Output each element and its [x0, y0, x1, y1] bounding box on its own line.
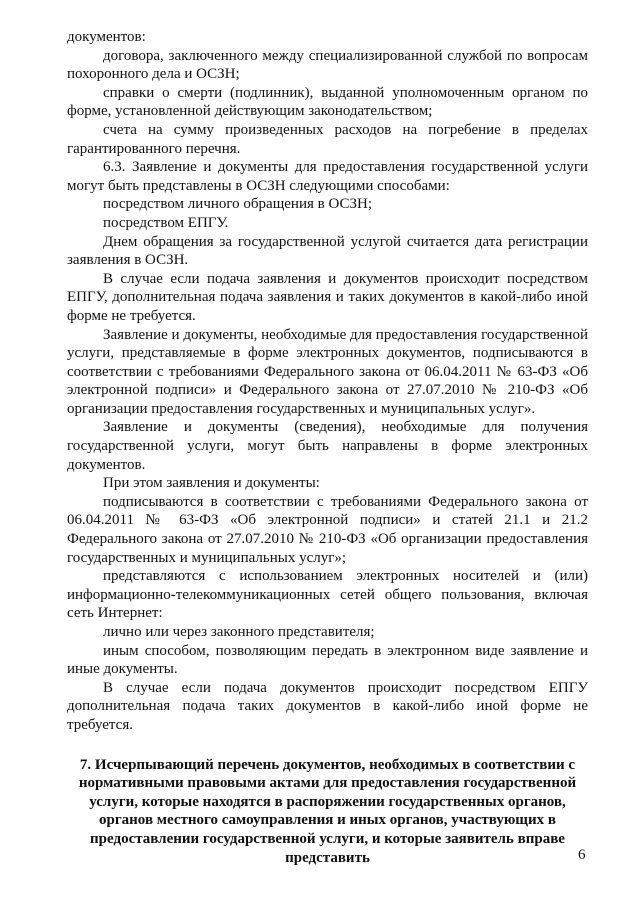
- paragraph-16: иным способом, позволяющим передать в электронном виде заявление и иные документы.: [67, 642, 588, 678]
- paragraph-9: В случае если подача заявления и документов происходит посредством ЕПГУ, дополнительная подача заявления и таких документов в какой-либо иной форме не требуется.: [67, 270, 588, 324]
- paragraph-8: Днем обращения за государственной услугой считается дата регистрации заявления в ОСЗН.: [67, 233, 588, 269]
- paragraph-5: 6.3. Заявление и документы для предоставления государственной услуги могут быть представлены в ОСЗН следующими способами:: [67, 159, 588, 194]
- paragraph-14: представляются с использованием электронных носителей и (или) информационно-телекоммуникационных сетей общего пользования, включая сеть Интернет:: [67, 568, 588, 622]
- paragraph-15: лично или через законного представителя;: [103, 624, 375, 640]
- document-page: [67, 28, 588, 867]
- paragraph-10: Заявление и документы, необходимые для предоставления государственной услуги, представляемые в форме электронных документов, подписываются в соответствии с требованиями Федерального закона от 06.04.2011 № 63-ФЗ «Об электронной подписи» и Федерального закона от 27.07.2010 № 210-ФЗ «Об организации предоставления государственных и муниципальных услуг».: [67, 326, 588, 417]
- section-heading: 7. Исчерпывающий перечень документов, необходимых в соответствии с нормативными правовыми актами для предоставления государственной услуги, которые находятся в распоряжении государственных органов, органов местного самоуправления и иных органов, участвующих в предоставлении государственной услуги, и которые заявитель вправе представить: [78, 756, 577, 866]
- page-number: 6: [578, 847, 586, 863]
- paragraph-13: подписываются в соответствии с требованиями Федерального закона от 06.04.2011 № 63-ФЗ «Об электронной подписи» и статей 21.1 и 21.2 Федерального закона от 27.07.2010 № 210-ФЗ «Об организации предоставления государственных и муниципальных услуг»;: [67, 493, 588, 566]
- paragraph-17: В случае если подача документов происходит посредством ЕПГУ дополнительная подача таких документов в какой-либо иной форме не требуется.: [67, 679, 588, 733]
- paragraph-11: Заявление и документы (сведения), необходимые для получения государственной услуги, могут быть направлены в форме электронных документов.: [67, 419, 588, 473]
- paragraph-12: При этом заявления и документы:: [103, 475, 320, 492]
- paragraph-6: посредством личного обращения в ОСЗН;: [103, 196, 372, 213]
- paragraph-4: счета на сумму произведенных расходов на погребение в пределах гарантированного перечня.: [67, 121, 588, 157]
- paragraph-2: договора, заключенного между специализированной службой по вопросам похоронного дела и ОСЗН;: [67, 47, 588, 83]
- paragraph-1: документов:: [67, 29, 146, 45]
- paragraph-3: справки о смерти (подлинник), выданной уполномоченным органом по форме, установленной действующим законодательством;: [67, 84, 588, 120]
- paragraph-7: посредством ЕПГУ.: [103, 214, 229, 231]
